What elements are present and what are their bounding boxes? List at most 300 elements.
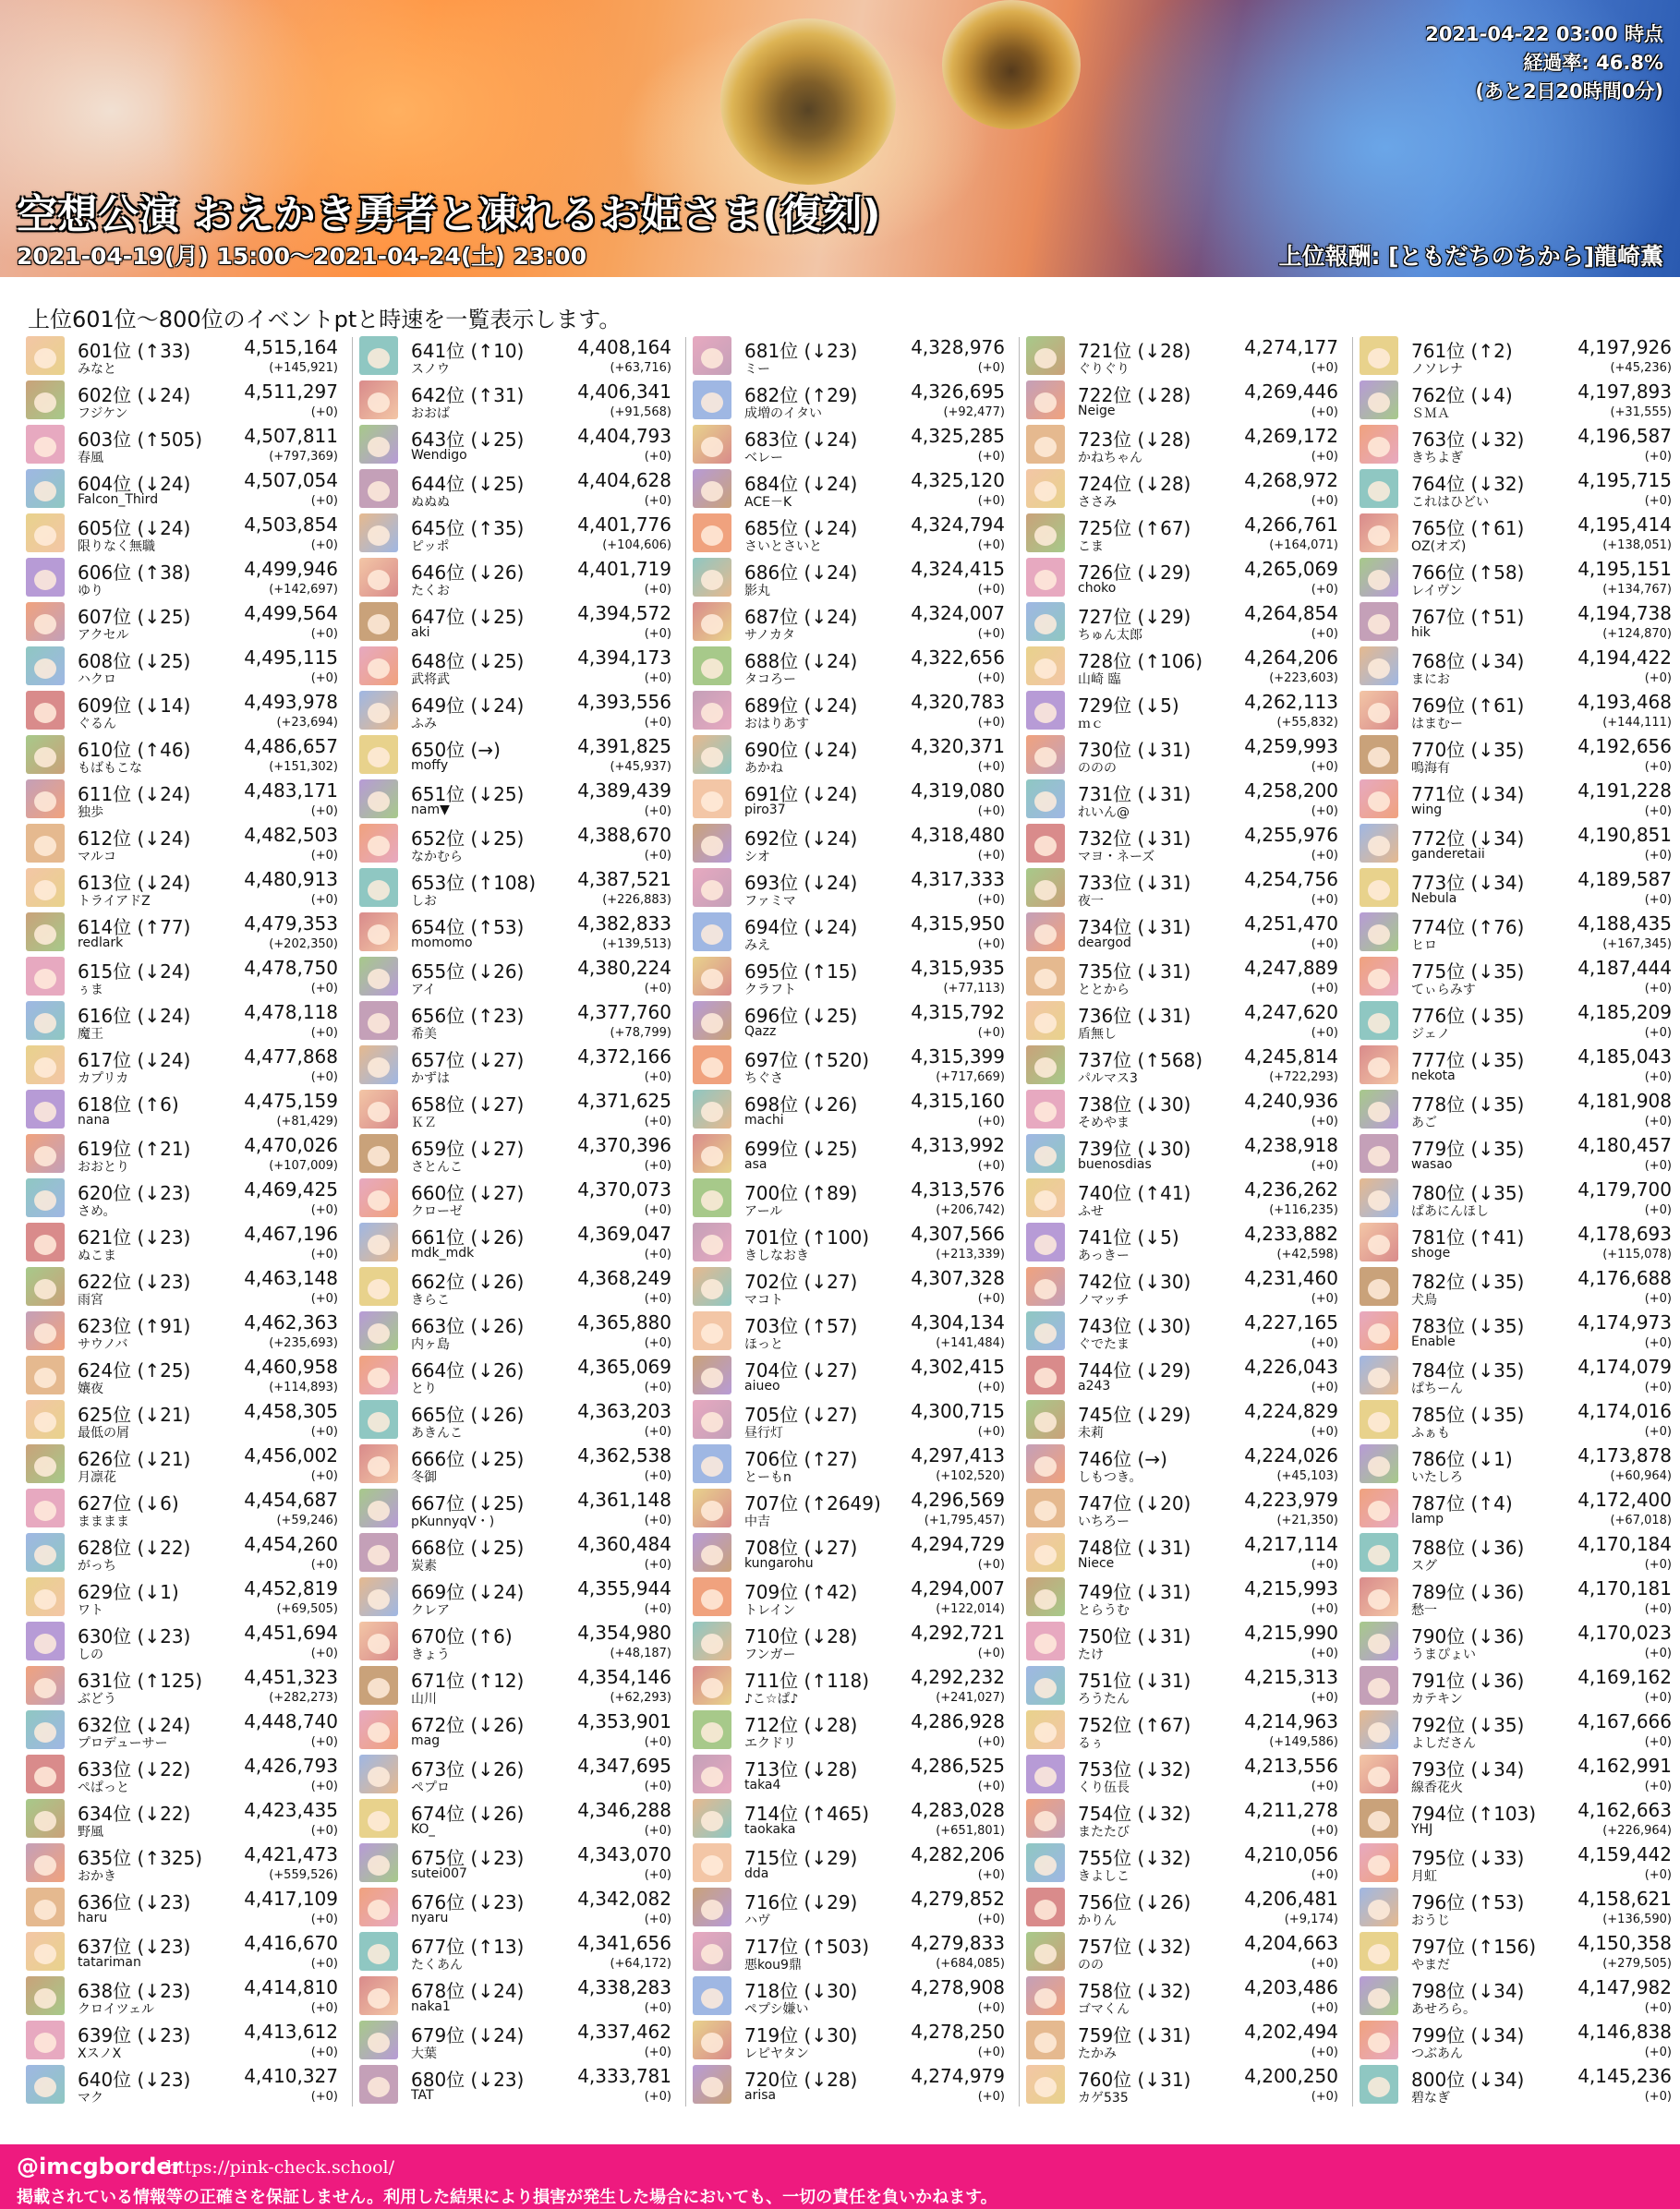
rank-label: 661位 (↓26) <box>411 1226 525 1249</box>
event-points: 4,406,341 <box>577 380 671 403</box>
idol-avatar <box>1360 912 1398 951</box>
event-points: 4,454,687 <box>244 1489 338 1511</box>
player-name: くり伍長 <box>1078 1780 1130 1795</box>
ranking-row <box>359 1397 675 1442</box>
event-points: 4,206,481 <box>1244 1888 1338 1910</box>
idol-avatar <box>1360 602 1398 641</box>
player-name: 炭素 <box>411 1559 437 1574</box>
points-diff: (+0) <box>644 1292 671 1306</box>
event-points: 4,365,069 <box>577 1356 671 1378</box>
ranking-row <box>1026 1841 1342 1885</box>
rank-label: 703位 (↑57) <box>744 1315 858 1337</box>
points-diff: (+559,526) <box>269 1868 338 1882</box>
ranking-column <box>26 333 342 2112</box>
ranking-row <box>359 1176 675 1220</box>
ranking-row <box>1360 1397 1675 1442</box>
ranking-row <box>1360 1486 1675 1530</box>
event-points: 4,483,171 <box>244 779 338 802</box>
event-points: 4,369,047 <box>577 1223 671 1245</box>
event-status <box>1425 20 1663 106</box>
idol-avatar <box>1360 646 1398 685</box>
points-diff: (+0) <box>310 1824 338 1838</box>
player-name: たくあん <box>411 1958 463 1973</box>
event-points: 4,179,700 <box>1577 1178 1672 1201</box>
rank-label: 664位 (↓26) <box>411 1359 525 1382</box>
points-diff: (+0) <box>977 2046 1005 2059</box>
points-diff: (+0) <box>977 2090 1005 2104</box>
points-diff: (+0) <box>1311 804 1338 818</box>
ranking-row <box>1360 821 1675 865</box>
points-diff: (+0) <box>310 1425 338 1439</box>
idol-avatar <box>359 646 398 685</box>
idol-avatar <box>1360 1533 1398 1572</box>
points-diff: (+0) <box>977 849 1005 863</box>
event-points: 4,245,814 <box>1244 1045 1338 1068</box>
event-points: 4,189,587 <box>1577 868 1672 890</box>
rank-label: 642位 (↑31) <box>411 384 525 406</box>
ranking-row <box>359 1619 675 1663</box>
rank-label: 668位 (↓25) <box>411 1537 525 1559</box>
twitter-handle[interactable]: @imcgborder <box>17 2154 183 2179</box>
ranking-row <box>359 998 675 1043</box>
event-points: 4,266,761 <box>1244 513 1338 536</box>
points-diff: (+141,484) <box>936 1336 1005 1350</box>
idol-avatar <box>26 380 65 419</box>
rank-label: 673位 (↓26) <box>411 1758 525 1780</box>
player-name: dda <box>744 1866 769 1881</box>
idol-avatar <box>693 1311 731 1350</box>
player-name: しの <box>78 1648 103 1662</box>
rank-label: 753位 (↓32) <box>1078 1758 1191 1780</box>
points-diff: (+0) <box>1311 1336 1338 1350</box>
ranking-row <box>1026 1575 1342 1619</box>
player-name: TAT <box>411 2088 434 2103</box>
ranking-row <box>693 378 1009 422</box>
rank-label: 688位 (↓24) <box>744 650 858 672</box>
ranking-row <box>359 910 675 954</box>
event-points: 4,477,868 <box>244 1045 338 1068</box>
points-diff: (+0) <box>644 1336 671 1350</box>
idol-avatar <box>359 380 398 419</box>
ranking-row <box>693 1176 1009 1220</box>
event-points: 4,324,794 <box>911 513 1005 536</box>
rank-label: 785位 (↓35) <box>1411 1404 1525 1426</box>
points-diff: (+0) <box>1311 1780 1338 1793</box>
player-name: ちぐさ <box>744 1071 783 1086</box>
event-points: 4,326,695 <box>911 380 1005 403</box>
player-name: よしださん <box>1411 1736 1476 1751</box>
event-points: 4,507,811 <box>244 425 338 447</box>
event-points: 4,355,944 <box>577 1577 671 1599</box>
player-name: しもつき。 <box>1078 1470 1142 1485</box>
idol-avatar <box>1360 691 1398 730</box>
points-diff: (+0) <box>644 2046 671 2059</box>
ranking-row <box>1026 2062 1342 2106</box>
player-name: れいん@ <box>1078 805 1130 820</box>
points-diff: (+0) <box>1311 450 1338 464</box>
rank-label: 790位 (↓36) <box>1411 1625 1525 1648</box>
player-name: がっち <box>78 1559 116 1574</box>
idol-avatar <box>693 2021 731 2059</box>
points-diff: (+0) <box>1644 1425 1672 1439</box>
player-name: みえ <box>744 938 770 953</box>
rank-label: 722位 (↓28) <box>1078 384 1191 406</box>
idol-avatar <box>26 957 65 996</box>
rank-label: 644位 (↓25) <box>411 473 525 495</box>
points-diff: (+0) <box>1311 937 1338 951</box>
player-name: いたしろ <box>1411 1470 1463 1485</box>
event-points: 4,451,323 <box>244 1666 338 1688</box>
player-name: moffy <box>411 758 449 773</box>
player-name: lamp <box>1411 1512 1444 1527</box>
event-points: 4,304,134 <box>911 1311 1005 1334</box>
rank-label: 743位 (↓30) <box>1078 1315 1191 1337</box>
player-name: カプリカ <box>78 1071 129 1086</box>
ranking-row <box>26 599 342 644</box>
points-diff: (+0) <box>977 538 1005 552</box>
event-banner <box>0 0 1680 277</box>
player-name: 昼行灯 <box>744 1426 783 1441</box>
points-diff: (+0) <box>310 671 338 685</box>
event-points: 4,480,913 <box>244 868 338 890</box>
ranking-row <box>26 1796 342 1841</box>
ranking-row <box>26 1043 342 1087</box>
player-name: ぬぬぬ <box>411 495 450 510</box>
player-name: 希美 <box>411 1027 437 1042</box>
ranking-row <box>693 1442 1009 1486</box>
player-name: きちよぎ <box>1411 451 1463 465</box>
rank-label: 606位 (↑38) <box>78 561 191 584</box>
idol-avatar <box>359 912 398 951</box>
ranking-row <box>1026 910 1342 954</box>
event-points: 4,259,993 <box>1244 735 1338 757</box>
idol-avatar <box>1360 735 1398 774</box>
points-diff: (+0) <box>1311 1026 1338 1040</box>
idol-avatar <box>693 1267 731 1306</box>
rank-label: 674位 (↓26) <box>411 1803 525 1825</box>
player-name: 冬御 <box>411 1470 437 1485</box>
idol-avatar <box>1360 2021 1398 2059</box>
points-diff: (+202,350) <box>269 937 338 951</box>
player-name: tatariman <box>78 1955 141 1970</box>
idol-avatar <box>1360 558 1398 597</box>
idol-avatar <box>1026 912 1065 951</box>
player-name: マルコ <box>78 850 116 864</box>
idol-avatar <box>693 1888 731 1926</box>
points-diff: (+0) <box>977 1292 1005 1306</box>
rank-label: 601位 (↑33) <box>78 340 191 362</box>
ranking-row <box>1026 954 1342 998</box>
player-name: クロイツェル <box>78 2002 155 2017</box>
ranking-row <box>1026 1796 1342 1841</box>
points-diff: (+144,111) <box>1602 716 1672 730</box>
idol-avatar <box>1360 425 1398 464</box>
idol-avatar <box>26 2065 65 2104</box>
idol-avatar <box>1360 1223 1398 1261</box>
event-points: 4,319,080 <box>911 779 1005 802</box>
idol-avatar <box>26 824 65 863</box>
rank-label: 695位 (↑15) <box>744 960 858 983</box>
idol-avatar <box>359 779 398 818</box>
player-name: なかむら <box>411 850 463 864</box>
player-name: 線香花火 <box>1411 1780 1463 1795</box>
ranking-row <box>1026 1708 1342 1752</box>
points-diff: (+0) <box>1644 671 1672 685</box>
points-diff: (+124,870) <box>1602 627 1672 641</box>
event-points: 4,401,776 <box>577 513 671 536</box>
points-diff: (+0) <box>1311 1602 1338 1616</box>
rank-label: 764位 (↓32) <box>1411 473 1525 495</box>
idol-avatar <box>359 1045 398 1084</box>
rank-label: 704位 (↓27) <box>744 1359 858 1382</box>
points-diff: (+167,345) <box>1602 937 1672 951</box>
rank-label: 645位 (↑35) <box>411 517 525 539</box>
player-name: こま <box>1078 539 1104 554</box>
points-diff: (+0) <box>1644 893 1672 907</box>
event-points: 4,307,566 <box>911 1223 1005 1245</box>
points-diff: (+0) <box>644 1868 671 1882</box>
intro-text: 上位601位～800位のイベントptと時速を一覧表示します。 <box>28 307 622 332</box>
points-diff: (+0) <box>644 1115 671 1129</box>
idol-avatar <box>1026 1666 1065 1705</box>
event-points: 4,223,979 <box>1244 1489 1338 1511</box>
rank-label: 654位 (↑53) <box>411 916 525 938</box>
points-diff: (+0) <box>977 937 1005 951</box>
rank-label: 685位 (↓24) <box>744 517 858 539</box>
idol-avatar <box>26 336 65 375</box>
event-points: 4,274,979 <box>911 2065 1005 2087</box>
rank-label: 702位 (↓27) <box>744 1271 858 1293</box>
points-diff: (+0) <box>1644 1381 1672 1394</box>
event-points: 4,187,444 <box>1577 957 1672 979</box>
event-points: 4,202,494 <box>1244 2021 1338 2043</box>
event-points: 4,215,990 <box>1244 1622 1338 1644</box>
player-name: Falcon_Third <box>78 492 159 507</box>
rank-label: 676位 (↓23) <box>411 1891 525 1913</box>
rank-label: 774位 (↑76) <box>1411 916 1525 938</box>
rank-label: 635位 (↑325) <box>78 1847 203 1869</box>
rank-label: 746位 (→) <box>1078 1448 1167 1470</box>
idol-avatar <box>26 1622 65 1660</box>
idol-avatar <box>359 1710 398 1749</box>
points-diff: (+0) <box>977 450 1005 464</box>
idol-avatar <box>359 1755 398 1793</box>
points-diff: (+0) <box>310 405 338 419</box>
rank-label: 678位 (↓24) <box>411 1980 525 2002</box>
ranking-row <box>1026 1087 1342 1131</box>
rank-label: 623位 (↑91) <box>78 1315 191 1337</box>
idol-avatar <box>359 1976 398 2015</box>
ranking-row <box>26 2062 342 2106</box>
ranking-row <box>359 1353 675 1397</box>
points-diff: (+0) <box>977 1026 1005 1040</box>
ranking-row <box>359 555 675 599</box>
player-name: かずは <box>411 1071 450 1086</box>
event-points: 4,317,333 <box>911 868 1005 890</box>
ranking-row <box>693 1087 1009 1131</box>
points-diff: (+64,172) <box>610 1957 671 1971</box>
idol-avatar <box>26 1976 65 2015</box>
player-name: のの <box>1078 1958 1104 1973</box>
event-points: 4,404,793 <box>577 425 671 447</box>
idol-avatar <box>359 1001 398 1040</box>
ranking-row <box>693 1575 1009 1619</box>
idol-avatar <box>693 1444 731 1483</box>
ranking-row <box>1360 954 1675 998</box>
ranking-row <box>26 1663 342 1708</box>
event-points: 4,294,007 <box>911 1577 1005 1599</box>
rank-label: 607位 (↓25) <box>78 606 191 628</box>
player-name: 山崎 臨 <box>1078 672 1121 687</box>
rank-label: 720位 (↓28) <box>744 2069 858 2091</box>
rank-label: 637位 (↓23) <box>78 1936 191 1958</box>
points-diff: (+0) <box>1311 1159 1338 1173</box>
player-name: haru <box>78 1911 108 1925</box>
idol-avatar <box>1360 513 1398 552</box>
ranking-row <box>26 466 342 511</box>
rank-label: 747位 (↓20) <box>1078 1492 1191 1515</box>
idol-avatar <box>1360 868 1398 907</box>
points-diff: (+42,598) <box>1276 1248 1338 1261</box>
event-points: 4,515,164 <box>244 336 338 358</box>
points-diff: (+136,590) <box>1602 1913 1672 1926</box>
rank-label: 756位 (↓26) <box>1078 1891 1191 1913</box>
points-diff: (+0) <box>1311 1558 1338 1572</box>
event-points: 4,238,918 <box>1244 1134 1338 1156</box>
points-diff: (+0) <box>1644 1691 1672 1705</box>
event-points: 4,172,400 <box>1577 1489 1672 1511</box>
points-diff: (+45,937) <box>610 760 671 774</box>
rank-label: 745位 (↓29) <box>1078 1404 1191 1426</box>
rank-label: 793位 (↓34) <box>1411 1758 1525 1780</box>
ranking-row <box>26 2018 342 2062</box>
player-name: wasao <box>1411 1157 1453 1172</box>
rank-label: 711位 (↑118) <box>744 1670 870 1692</box>
player-name: ganderetaii <box>1411 847 1485 862</box>
player-name: アール <box>744 1204 783 1219</box>
rank-label: 714位 (↑465) <box>744 1803 870 1825</box>
ranking-row <box>26 1708 342 1752</box>
points-diff: (+0) <box>1311 893 1338 907</box>
ranking-row <box>1026 1752 1342 1796</box>
idol-avatar <box>26 646 65 685</box>
idol-avatar <box>26 1843 65 1882</box>
rank-label: 612位 (↓24) <box>78 827 191 850</box>
idol-avatar <box>26 1356 65 1394</box>
ranking-row <box>359 422 675 466</box>
rank-label: 603位 (↑505) <box>78 429 203 451</box>
points-diff: (+149,586) <box>1269 1735 1338 1749</box>
ranking-row <box>359 1752 675 1796</box>
ranking-row <box>359 1043 675 1087</box>
player-name: asa <box>744 1157 767 1172</box>
idol-avatar <box>359 1267 398 1306</box>
player-name: 独歩 <box>78 805 103 820</box>
ranking-row <box>1026 466 1342 511</box>
ranking-column <box>359 333 675 2112</box>
ranking-row <box>1026 599 1342 644</box>
ranking-row <box>26 333 342 378</box>
idol-avatar <box>1026 1755 1065 1793</box>
points-diff: (+0) <box>310 1070 338 1084</box>
player-name: ピッポ <box>411 539 450 554</box>
event-points: 4,279,833 <box>911 1932 1005 1954</box>
event-points: 4,150,358 <box>1577 1932 1672 1954</box>
event-points: 4,322,656 <box>911 646 1005 669</box>
ranking-row <box>1026 644 1342 688</box>
event-points: 4,297,413 <box>911 1444 1005 1467</box>
player-name: あご <box>1411 1116 1437 1130</box>
points-diff: (+0) <box>1644 982 1672 996</box>
event-points: 4,185,043 <box>1577 1045 1672 1068</box>
rank-label: 699位 (↓25) <box>744 1138 858 1160</box>
player-name: arisa <box>744 2088 777 2103</box>
event-points: 4,394,173 <box>577 646 671 669</box>
ranking-row <box>1026 1974 1342 2018</box>
points-diff: (+0) <box>1644 760 1672 774</box>
player-name: ペプロ <box>411 1780 450 1795</box>
points-diff: (+0) <box>977 494 1005 508</box>
player-name: マヨ・ネーズ <box>1078 850 1155 864</box>
event-points: 4,382,833 <box>577 912 671 935</box>
points-diff: (+0) <box>977 1647 1005 1660</box>
idol-avatar <box>693 336 731 375</box>
player-name: 未莉 <box>1078 1426 1104 1441</box>
event-points: 4,463,148 <box>244 1267 338 1289</box>
ranking-row <box>1026 555 1342 599</box>
ranking-row <box>359 1087 675 1131</box>
player-name: さとんこ <box>411 1160 463 1175</box>
site-link[interactable]: https://pink-check.school/ <box>166 2157 394 2178</box>
event-points: 4,426,793 <box>244 1755 338 1777</box>
rank-label: 782位 (↓35) <box>1411 1271 1525 1293</box>
points-diff: (+0) <box>977 1868 1005 1882</box>
points-diff: (+0) <box>977 361 1005 375</box>
event-points: 4,486,657 <box>244 735 338 757</box>
rank-label: 759位 (↓31) <box>1078 2024 1191 2046</box>
player-name: buenosdias <box>1078 1157 1152 1172</box>
idol-avatar <box>1026 735 1065 774</box>
rank-label: 628位 (↓22) <box>78 1537 191 1559</box>
idol-avatar <box>1026 1444 1065 1483</box>
points-diff: (+0) <box>977 1115 1005 1129</box>
ranking-row <box>693 1885 1009 1929</box>
points-diff: (+0) <box>1311 1115 1338 1129</box>
event-points: 4,203,486 <box>1244 1976 1338 1998</box>
event-points: 4,388,670 <box>577 824 671 846</box>
player-name: ジェノ <box>1411 1027 1450 1042</box>
rank-label: 798位 (↓34) <box>1411 1980 1525 2002</box>
player-name: aiueo <box>744 1379 780 1394</box>
idol-avatar <box>693 1090 731 1129</box>
ranking-row <box>1360 1530 1675 1575</box>
rank-label: 638位 (↓23) <box>78 1980 191 2002</box>
event-points: 4,191,228 <box>1577 779 1672 802</box>
rank-label: 776位 (↓35) <box>1411 1005 1525 1027</box>
rank-label: 752位 (↑67) <box>1078 1714 1191 1736</box>
player-name: たくお <box>411 584 450 598</box>
rank-label: 680位 (↓23) <box>411 2069 525 2091</box>
event-points: 4,354,146 <box>577 1666 671 1688</box>
ranking-row <box>693 1131 1009 1176</box>
points-diff: (+107,009) <box>269 1159 338 1173</box>
event-points: 4,159,442 <box>1577 1843 1672 1865</box>
rank-label: 650位 (→) <box>411 739 501 761</box>
ranking-row <box>1360 333 1675 378</box>
points-diff: (+0) <box>977 804 1005 818</box>
idol-avatar <box>26 868 65 907</box>
points-diff: (+0) <box>310 494 338 508</box>
